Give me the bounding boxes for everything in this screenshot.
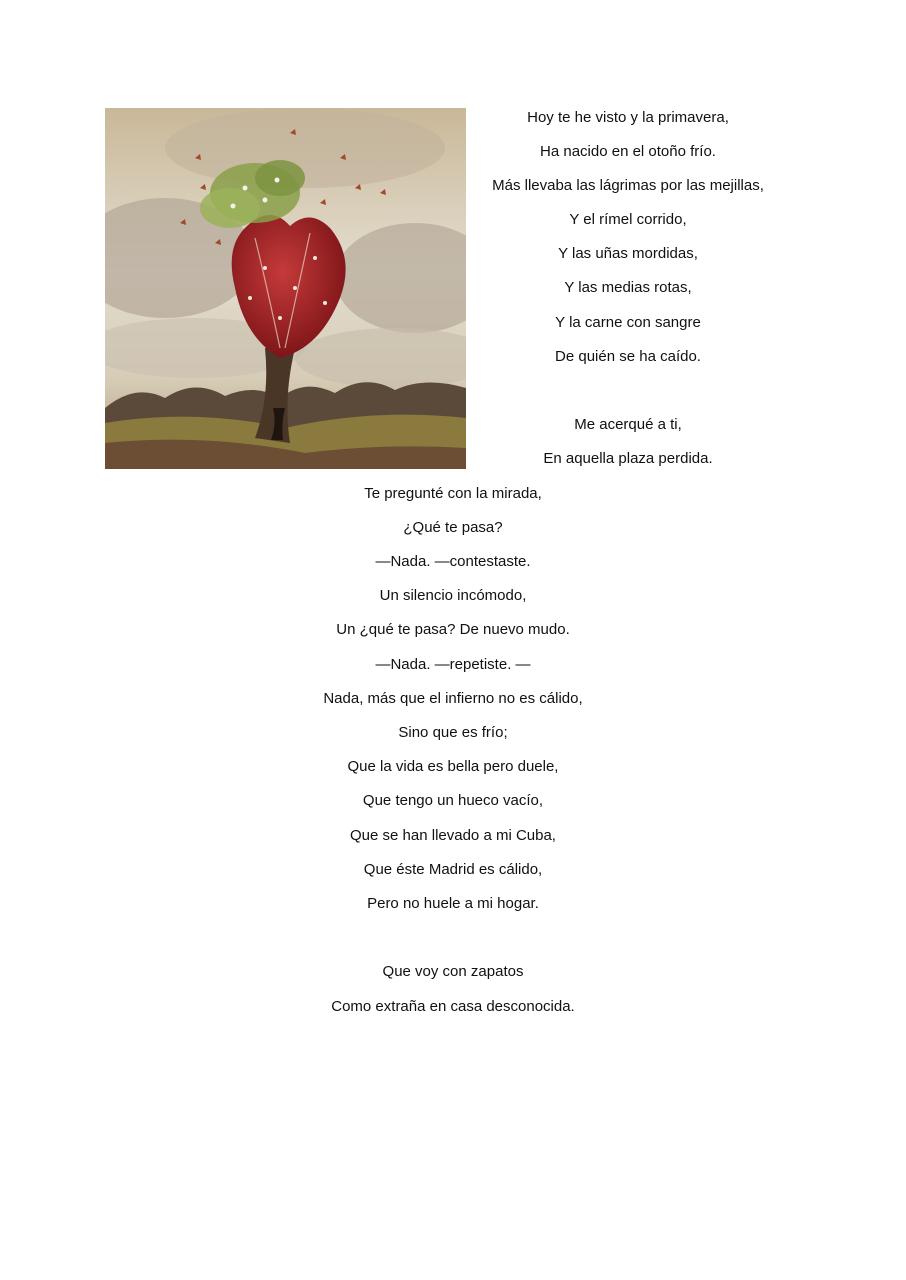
verse-line: Y las medias rotas, <box>564 279 692 296</box>
verse-line: Que se han llevado a mi Cuba, <box>350 827 556 844</box>
verse-line: Más llevaba las lágrimas por las mejillas, <box>492 177 764 194</box>
verse-line: Un silencio incómodo, <box>379 587 527 604</box>
verse-line: Pero no huele a mi hogar. <box>367 895 539 912</box>
verse-line: Y las uñas mordidas, <box>558 245 698 262</box>
verse-line: Un ¿qué te pasa? De nuevo mudo. <box>336 621 570 638</box>
verse-line: Me acerqué a ti, <box>574 416 682 433</box>
heart-tree-icon <box>105 108 466 469</box>
heart-tree-illustration <box>105 108 466 469</box>
verse-line: Que éste Madrid es cálido, <box>363 861 543 878</box>
verse-line: En aquella plaza perdida. <box>543 450 713 467</box>
verse-line: De quién se ha caído. <box>555 348 701 365</box>
verse-line: Sino que es frío; <box>398 724 508 741</box>
verse-line: Que la vida es bella pero duele, <box>347 758 559 775</box>
verse-line: Que tengo un hueco vacío, <box>362 792 544 809</box>
verse-line-blank <box>480 381 776 401</box>
verse-line: Como extraña en casa desconocida. <box>331 998 575 1015</box>
verse-line: ¿Qué te pasa? <box>403 519 503 536</box>
verse-line: Que voy con zapatos <box>382 963 524 980</box>
verse-line: Nada, más que el infierno no es cálido, <box>323 690 583 707</box>
verse-line: Y la carne con sangre <box>555 314 701 331</box>
verse-line: Ha nacido en el otoño frío. <box>540 143 716 160</box>
verse-line: —Nada. —contestaste. <box>375 553 531 570</box>
verse-line-blank <box>253 928 653 948</box>
verse-line: Y el rímel corrido, <box>569 211 687 228</box>
verse-line: Hoy te he visto y la primavera, <box>527 109 729 126</box>
verse-line: Te pregunté con la mirada, <box>364 485 542 502</box>
verse-line: —Nada. —repetiste. — <box>375 656 531 673</box>
